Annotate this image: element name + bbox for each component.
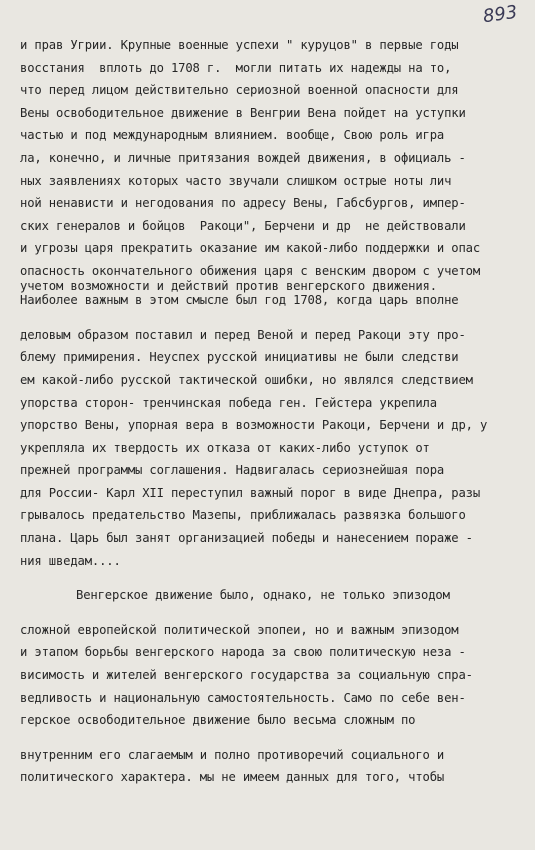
text-line: частью и под международным влиянием. вообще, Свою роль игра xyxy=(20,128,445,143)
text-line: восстания вплоть до 1708 г. могли питать их надежды на то, xyxy=(20,60,452,75)
text-line: грывалось предательство Мазепы, приближалась развязка большого xyxy=(20,508,466,523)
text-line: укрепляла их твердость их отказа от каких-либо уступок от xyxy=(20,440,430,455)
text-line: Венгерское движение было, однако, не только эпизодом xyxy=(76,588,450,603)
text-line: блему примирения. Неуспех русской инициативы не были следстви xyxy=(20,350,459,365)
text-line: внутренним его слагаемым и полно противоречий социального и xyxy=(20,747,445,762)
text-line: Вены освободительное движение в Венгрии Вена пойдет на уступки xyxy=(20,105,466,120)
text-line: учетом возможности и действий против венгерского движения. xyxy=(20,278,437,293)
text-line: что перед лицом действительно сериозной военной опасности для xyxy=(20,83,459,98)
text-line: висимость и жителей венгерского государства за социальную спра- xyxy=(20,668,473,683)
text-line: политического характера. мы не имеем данных для того, чтобы xyxy=(20,770,445,785)
text-line: ведливость и национальную самостоятельность. Само по себе вен- xyxy=(20,690,466,705)
text-line: упорство Вены, упорная вера в возможности Ракоци, Берчени и др, у xyxy=(20,418,488,433)
text-line: герское освободительное движение было весьма сложным по xyxy=(20,713,416,728)
text-line: ских генералов и бойцов Ракоци", Берчени и др не действовали xyxy=(20,218,466,233)
typewritten-text xyxy=(20,34,525,789)
text-line: и угрозы царя прекратить оказание им какой-либо поддержки и опас xyxy=(20,241,480,256)
page-number: 893 xyxy=(481,1,519,28)
text-line: плана. Царь был занят организацией победы и нанесением пораже - xyxy=(20,531,473,546)
text-line: упорства сторон- тренчинская победа ген. Гейстера укрепила xyxy=(20,395,437,410)
text-line: и этапом борьбы венгерского народа за свою политическую неза - xyxy=(20,645,466,660)
text-line: опасность окончательного обижения царя с венским двором с учетом xyxy=(20,263,480,278)
text-line: сложной европейской политической эпопеи, но и важным эпизодом xyxy=(20,622,459,637)
text-line: ем какой-либо русской тактической ошибки, но являлся следствием xyxy=(20,372,473,387)
text-line: деловым образом поставил и перед Веной и перед Ракоци эту про- xyxy=(20,327,466,342)
text-line: для России- Карл XII переступил важный порог в виде Днепра, разы xyxy=(20,485,480,500)
text-line: ных заявлениях которых часто звучали слишком острые ноты лич xyxy=(20,173,452,188)
text-line: прежней программы соглашения. Надвигалась сериознейшая пора xyxy=(20,463,445,478)
text-line: ной ненависти и негодования по адресу Вены, Габсбургов, импер- xyxy=(20,196,466,211)
text-line: ла, конечно, и личные притязания вождей движения, в официаль - xyxy=(20,150,466,165)
text-line: и прав Угрии. Крупные военные успехи " куруцов" в первые годы xyxy=(20,38,459,52)
text-line: Наиболее важным в этом смысле был год 1708, когда царь вполне xyxy=(20,293,459,308)
text-line: ния шведам.... xyxy=(20,553,121,568)
